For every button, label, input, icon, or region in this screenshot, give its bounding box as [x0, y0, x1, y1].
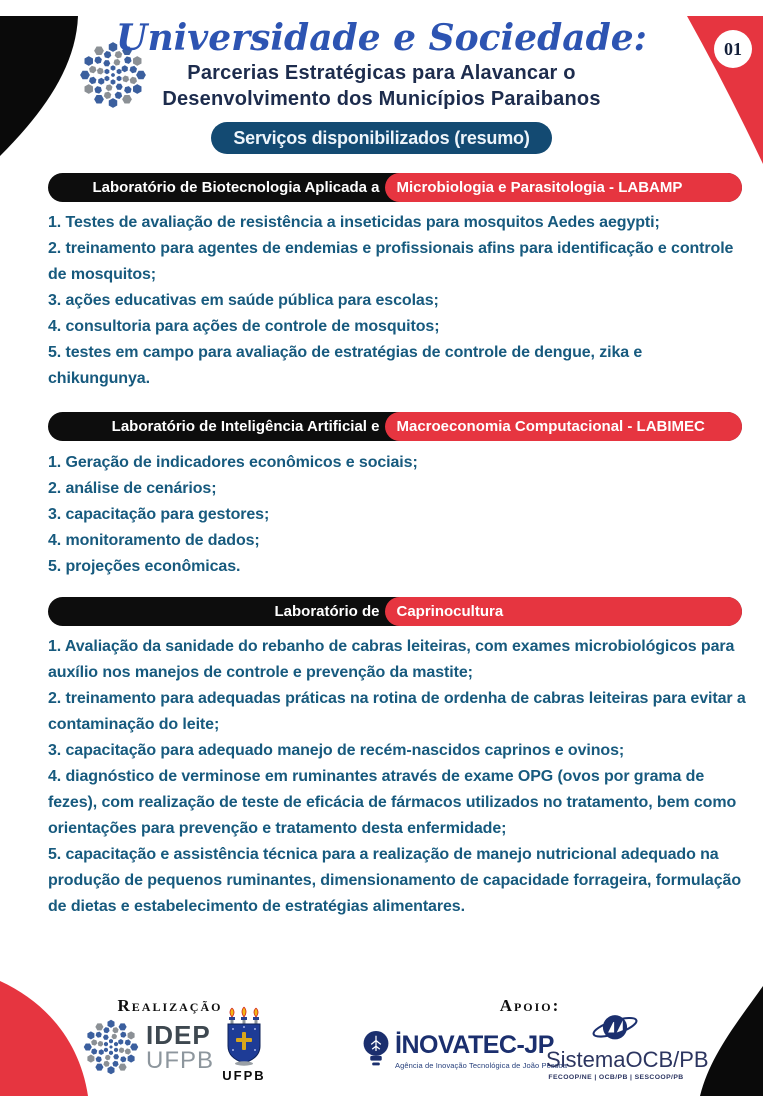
section-header-labamp [48, 173, 742, 202]
service-item: 2. treinamento para agentes de endemias e profissionais afins para identificação e controle de mosquitos; [48, 240, 734, 283]
service-item: 3. capacitação para adequado manejo de recém-nascidos caprinos e ovinos; [48, 742, 625, 759]
ufpb-crest-logo [222, 1006, 266, 1083]
sistema-ocb-logo-text: SistemaOCB/PB [546, 1047, 709, 1072]
idep-logo-text: IDEP [146, 1019, 211, 1050]
sistema-ocb-pb-logo [546, 1010, 709, 1081]
service-item: 1. Geração de indicadores econômicos e sociais; [48, 454, 418, 471]
service-item: 5. capacitação e assistência técnica para a realização de manejo nutricional adequado na produção de pequenos ruminantes, dimensionamento de capacidade forrageira, formulação de dietas e estabelecimento de estratégias alimentares. [48, 846, 741, 915]
section-title-black-part: Laboratório de [274, 603, 380, 620]
section-title-black-part: Laboratório de Inteligência Artificial e [111, 418, 380, 435]
inovatec-logo-text: İNOVATEC-JP [395, 1031, 554, 1059]
ocb-entities-text: FECOOP/NE | OCB/PB | SESCOOP/PB [548, 1074, 684, 1081]
service-item: 3. ações educativas em saúde pública para escolas; [48, 292, 439, 309]
service-item: 1. Testes de avaliação de resistência a inseticidas para mosquitos Aedes aegypti; [48, 214, 660, 231]
idep-mandala-footer-icon [82, 1018, 140, 1076]
inovatec-tagline: Agência de Inovação Tecnológica de João Pessoa [395, 1061, 568, 1070]
section-header-caprinocultura [48, 597, 742, 626]
service-item: 1. Avaliação da sanidade do rebanho de cabras leiteiras, com exames microbiológicos para auxílio nos manejos de controle e prevenção da mastite; [48, 638, 735, 681]
services-summary-pill: Serviços disponibilizados (resumo) [211, 122, 551, 154]
service-item: 4. diagnóstico de verminose em ruminantes através de exame OPG (ovos por grama de fezes), com realização de teste de eficácia de fármacos utilizados no tratamento, bem como orientações para prevenção e tratamento desta enfermidade; [48, 768, 737, 837]
labamp-services-list [48, 210, 748, 392]
labimec-services-list [48, 450, 748, 580]
ocb-globe-icon [588, 1010, 642, 1048]
ufpb-crest-icon [222, 1006, 266, 1066]
caprinocultura-services-list [48, 634, 748, 920]
realizacao-label: Realização [117, 996, 223, 1015]
service-item: 5. testes em campo para avaliação de estratégias de controle de dengue, zika e chikungunya. [48, 344, 643, 387]
page-number-badge [714, 30, 752, 68]
idep-logo-org: UFPB [146, 1046, 215, 1074]
section-title-red-part: Macroeconomia Computacional - LABIMEC [385, 412, 743, 441]
page-number: 01 [724, 39, 742, 59]
poster-subtitle-line2: Desenvolvimento dos Municípios Paraibanos [162, 88, 601, 110]
service-item: 5. projeções econômicas. [48, 558, 241, 575]
poster-subtitle-line1: Parcerias Estratégicas para Alavancar o [187, 62, 576, 84]
poster-title: Universidade e Sociedade: [116, 17, 647, 59]
service-item: 4. consultoria para ações de controle de mosquitos; [48, 318, 440, 335]
section-title-red-part: Caprinocultura [385, 597, 743, 626]
service-item: 2. treinamento para adequadas práticas na rotina de ordenha de cabras leiteiras para evitar a contaminação do leite; [48, 690, 746, 733]
apoio-label: Apoio: [499, 996, 561, 1015]
ufpb-crest-label: UFPB [222, 1068, 266, 1083]
service-item: 2. análise de cenários; [48, 480, 217, 497]
poster-page [0, 16, 763, 1096]
section-title-black-part: Laboratório de Biotecnologia Aplicada a [92, 179, 380, 196]
corner-shape-bottom-left [0, 981, 95, 1096]
section-title-red-part: Microbiologia e Parasitologia - LABAMP [385, 173, 743, 202]
inovatec-jp-logo [362, 1030, 567, 1074]
idep-ufpb-logo [82, 1018, 214, 1076]
section-header-labimec [48, 412, 742, 441]
service-item: 4. monitoramento de dados; [48, 532, 260, 549]
service-item: 3. capacitação para gestores; [48, 506, 270, 523]
lightbulb-icon [362, 1030, 390, 1074]
